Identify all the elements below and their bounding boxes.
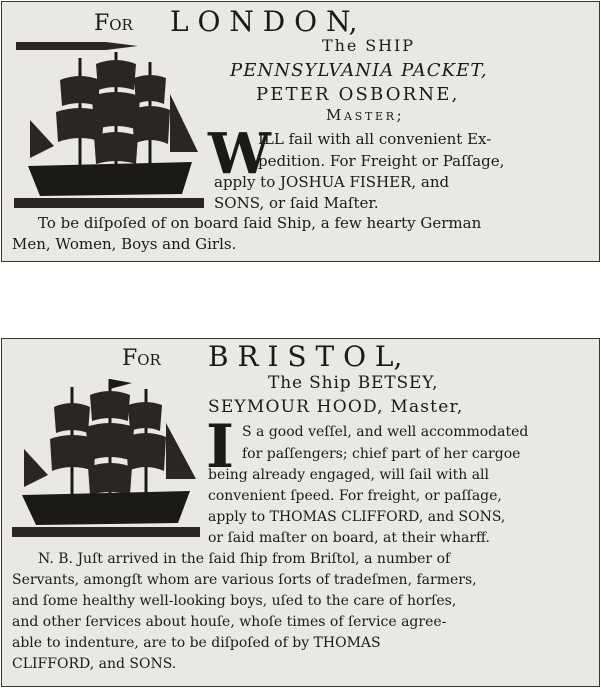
ship-woodcut-illustration <box>10 34 210 218</box>
bristol-line-8: Servants, amongſt whom are various ſorts of tradeſmen, farmers, <box>12 572 477 588</box>
bristol-title-for: For <box>122 346 161 371</box>
london-line-3: apply to JOSHUA FISHER, and <box>214 173 450 191</box>
bristol-line-1: S a good veſſel, and well accommodated <box>242 424 529 440</box>
bristol-line-7: N. B. Juſt arrived in the ſaid ſhip from Briſtol, a number of <box>38 551 451 567</box>
bristol-title-place: B R I S T O L, <box>208 340 403 373</box>
london-ship-line: The SHIP <box>322 36 415 55</box>
london-line-5: To be diſpoſed of on board ſaid Ship, a few hearty German <box>38 214 482 232</box>
ship-woodcut-illustration <box>10 367 206 547</box>
bristol-line-11: able to indenture, are to be diſpoſed of by THOMAS <box>12 635 381 651</box>
bristol-line-9: and ſome healthy well-looking boys, uſed to the care of horſes, <box>12 593 457 609</box>
bristol-line-2: for paſſengers; chief part of her cargoe <box>242 446 521 462</box>
bristol-captain-line: SEYMOUR HOOD, Master, <box>208 397 464 417</box>
london-line-4: SONS, or ſaid Maſter. <box>214 194 379 212</box>
london-line-2: pedition. For Freight or Paſſage, <box>258 152 505 170</box>
london-master: Master; <box>326 106 405 124</box>
bristol-line-4: convenient ſpeed. For freight, or paſſage, <box>208 488 502 504</box>
london-title-for: For <box>94 11 133 36</box>
bristol-line-5: apply to THOMAS CLIFFORD, and SONS, <box>208 509 506 525</box>
bristol-ship-line: The Ship BETSEY, <box>268 373 439 393</box>
bristol-drop-cap: I <box>206 412 235 482</box>
bristol-line-12: CLIFFORD, and SONS. <box>12 656 177 672</box>
london-advertisement <box>1 1 600 262</box>
london-drop-cap: W <box>208 121 271 187</box>
london-title-place: L O N D O N, <box>170 5 358 38</box>
bristol-line-10: and other ſervices about houſe, whoſe times of ſervice agree- <box>12 614 447 630</box>
london-line-1: ILL fail with all convenient Ex- <box>258 130 492 148</box>
london-ship-name: PENNSYLVANIA PACKET, <box>230 60 488 81</box>
london-line-6: Men, Women, Boys and Girls. <box>12 235 237 253</box>
bristol-line-6: or ſaid maſter on board, at their wharff. <box>208 530 490 546</box>
bristol-line-3: being already engaged, will ſail with all <box>208 467 489 483</box>
london-captain: PETER OSBORNE, <box>256 84 460 105</box>
bristol-advertisement <box>1 338 600 687</box>
